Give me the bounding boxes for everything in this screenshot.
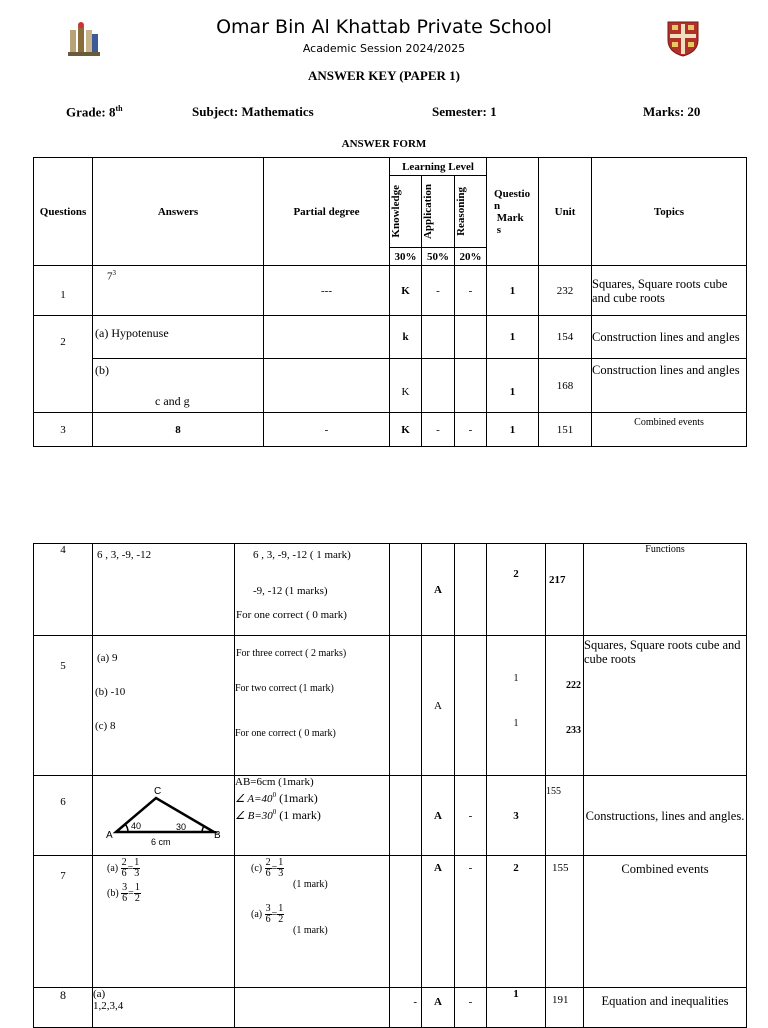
topic-cell: Equation and inequalities [584, 988, 747, 1028]
question-number: 6 [34, 776, 93, 856]
triangle-diagram [104, 784, 224, 848]
grade-label: Grade: 8th [66, 104, 123, 120]
header-topics: Topics [592, 158, 747, 266]
table-row [34, 413, 747, 447]
vertex-c-label: C [153, 785, 161, 797]
answer-cell: 8 [93, 413, 264, 447]
table-row [34, 988, 747, 1028]
academic-session: Academic Session 2024/2025 [302, 42, 466, 55]
question-number: 7 [34, 856, 93, 988]
topic-cell: Functions [584, 544, 747, 636]
answer-cell [93, 776, 235, 856]
marks-cell: 3 [487, 776, 546, 856]
topic-cell: Combined events [592, 413, 747, 447]
topic-cell: Squares, Square roots cube and cube roots [592, 266, 747, 316]
reasoning-cell: - [455, 776, 487, 856]
header-question-marks: Questio n Mark s [487, 158, 539, 266]
question-number: 5 [34, 636, 93, 776]
reasoning-cell: - [455, 988, 487, 1028]
marks-label: Marks: 20 [643, 104, 701, 119]
knowledge-cell: k [390, 316, 422, 359]
table-row [34, 266, 747, 316]
table-row [34, 359, 747, 413]
question-number: 8 [34, 988, 93, 1028]
table-row [34, 544, 747, 636]
header-learning-level: Learning Level [390, 158, 487, 176]
knowledge-percent: 30% [390, 248, 422, 266]
knowledge-cell: K [390, 413, 422, 447]
header-unit: Unit [539, 158, 592, 266]
reasoning-cell [455, 316, 487, 359]
knowledge-cell: K [390, 359, 422, 413]
topic-cell: Combined events [584, 856, 747, 988]
answer-table-1 [33, 157, 747, 447]
answer-cell: 6 , 3, -9, -12 [93, 544, 235, 636]
reasoning-cell: - [455, 413, 487, 447]
table-row [34, 776, 747, 856]
reasoning-percent: 20% [455, 248, 487, 266]
partial-degree-cell [264, 316, 390, 359]
partial-degree-cell [235, 988, 390, 1028]
reasoning-cell [455, 636, 487, 776]
header-partial-degree: Partial degree [264, 158, 390, 266]
application-cell: - [422, 413, 455, 447]
vertex-a-label: A [105, 829, 113, 841]
unit-cell: 222 233 [546, 636, 584, 776]
marks-cell: 1 [487, 413, 539, 447]
question-number: 1 [34, 266, 93, 316]
knowledge-cell: - [390, 988, 422, 1028]
header-application: Application [422, 176, 455, 248]
header-answers: Answers [93, 158, 264, 266]
topic-cell: Squares, Square roots cube and cube roots [584, 636, 747, 776]
application-cell [422, 316, 455, 359]
partial-degree-cell: --- [264, 266, 390, 316]
reasoning-cell [455, 359, 487, 413]
header-questions: Questions [34, 158, 93, 266]
question-number: 2 [34, 316, 93, 413]
unit-cell: 155 [546, 776, 584, 856]
knowledge-cell [390, 544, 422, 636]
knowledge-cell: K [390, 266, 422, 316]
answer-cell: $7^3$ [93, 266, 264, 316]
table-row [34, 856, 747, 988]
reasoning-cell [455, 544, 487, 636]
unit-cell: 217 [546, 544, 584, 636]
partial-degree-cell: (c) $\frac{2}{6}$ = $\frac{1}{3}$ (1 mark) (a) $\frac{3}{6}$ = $\frac{1}{2}$ (1 mark) [235, 856, 390, 988]
application-percent: 50% [422, 248, 455, 266]
unit-cell: 155 [546, 856, 584, 988]
unit-cell: 191 [546, 988, 584, 1028]
application-cell [422, 359, 455, 413]
partial-degree-cell: For three correct ( 2 marks) For two correct (1 mark) For one correct ( 0 mark) [235, 636, 390, 776]
table-row [34, 636, 747, 776]
topic-cell: Construction lines and angles [592, 316, 747, 359]
topic-cell: Construction lines and angles [592, 359, 747, 413]
marks-cell: 2 [487, 856, 546, 988]
marks-cell: 1 [487, 266, 539, 316]
unit-cell: 168 [539, 359, 592, 413]
question-number: 4 [34, 544, 93, 636]
application-cell: A [422, 856, 455, 988]
reasoning-cell: - [455, 856, 487, 988]
topic-cell: Constructions, lines and angles. [584, 776, 747, 856]
answer-cell: (b) c and g [93, 359, 264, 413]
partial-degree-cell: 6 , 3, -9, -12 ( 1 mark) -9, -12 (1 marks) For one correct ( 0 mark) [235, 544, 390, 636]
partial-degree-cell: - [264, 413, 390, 447]
application-cell: A [422, 988, 455, 1028]
unit-cell: 154 [539, 316, 592, 359]
school-name: Omar Bin Al Khattab Private School [216, 16, 552, 38]
reasoning-cell: - [455, 266, 487, 316]
partial-degree-cell [264, 359, 390, 413]
answer-cell: (a) $\frac{2}{6}$ = $\frac{1}{3}$ (b) $\frac{3}{6}$ = $\frac{1}{2}$ [93, 856, 235, 988]
header-knowledge: Knowledge [390, 176, 422, 248]
semester-label: Semester: 1 [432, 104, 497, 119]
answer-table-2 [33, 543, 747, 1028]
marks-cell: 1 1 [487, 636, 546, 776]
angle-a-label: 40 [130, 820, 141, 831]
marks-cell: 1 [487, 988, 546, 1028]
answer-cell: (a) Hypotenuse [93, 316, 264, 359]
side-length-label: 6 cm [150, 836, 171, 847]
subject-label: Subject: Mathematics [192, 104, 314, 119]
application-cell: - [422, 266, 455, 316]
marks-cell: 2 [487, 544, 546, 636]
table-row [34, 316, 747, 359]
question-number: 3 [34, 413, 93, 447]
application-cell: A [422, 776, 455, 856]
answer-form-title: ANSWER FORM [341, 138, 427, 150]
partial-degree-cell: AB=6cm (1mark) ∠ $A=40^0$ (1mark) ∠ $B=30^0$ (1 mark) [235, 776, 390, 856]
unit-cell: 151 [539, 413, 592, 447]
marks-cell: 1 [487, 316, 539, 359]
vertex-b-label: B [213, 829, 221, 841]
angle-b-label: 30 [175, 821, 186, 832]
paper-title: ANSWER KEY (PAPER 1) [307, 68, 461, 83]
unit-cell: 232 [539, 266, 592, 316]
knowledge-cell [390, 636, 422, 776]
header-reasoning: Reasoning [455, 176, 487, 248]
knowledge-cell [390, 856, 422, 988]
application-cell: A [422, 544, 455, 636]
answer-cell: (a) 1,2,3,4 [93, 988, 235, 1028]
answer-cell: (a) 9 (b) -10 (c) 8 [93, 636, 235, 776]
knowledge-cell [390, 776, 422, 856]
marks-cell: 1 [487, 359, 539, 413]
application-cell: A [422, 636, 455, 776]
